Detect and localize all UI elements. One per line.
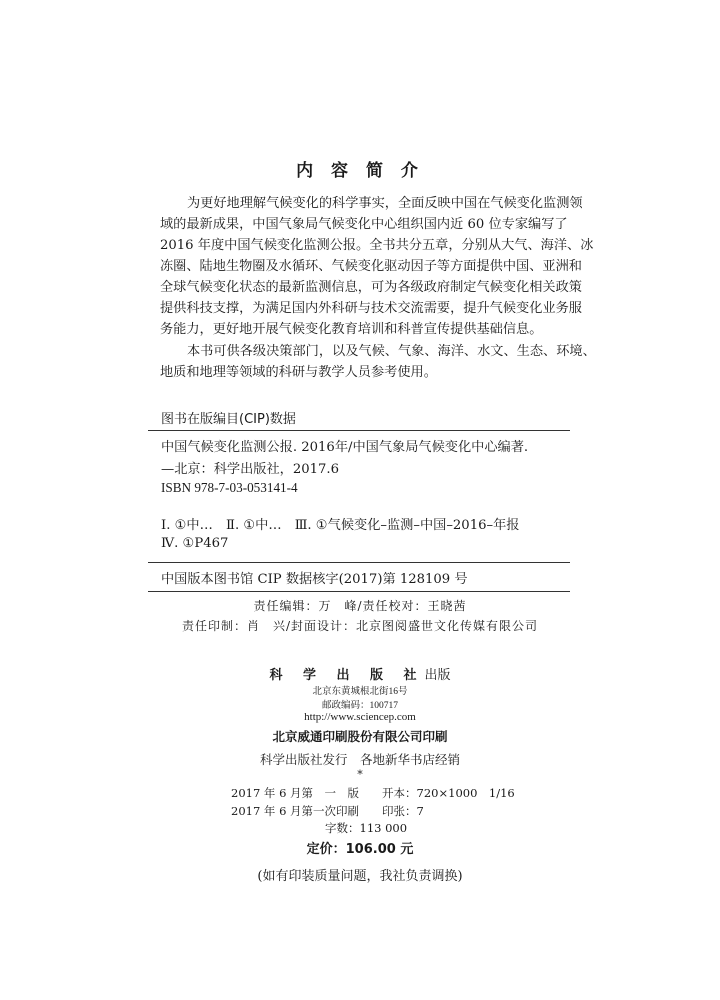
intro-line: 提供科技支撑，为满足国内外科研与技术交流需要，提升气候变化业务服 bbox=[160, 301, 582, 316]
star-separator: * bbox=[357, 768, 363, 781]
cip-title-line: 中国气候变化监测公报. 2016年/中国气象局气候变化中心编著. bbox=[161, 440, 529, 455]
credits-editors: 责任编辑：万 峰/责任校对：王晓茜 bbox=[253, 599, 467, 613]
intro-paragraph-1 bbox=[160, 193, 594, 340]
intro-line: 地质和地理等领域的科研与教学人员参考使用。 bbox=[160, 365, 437, 380]
distribution-line: 科学出版社发行 各地新华书店经销 bbox=[259, 752, 460, 767]
edition-line: 2017 年 6 月第 一 版 开本：720×1000 1/16 bbox=[231, 786, 515, 800]
cip-top-rule bbox=[148, 430, 570, 431]
publisher-postcode: 邮政编码：100717 bbox=[321, 701, 398, 711]
intro-line: 全球气候变化状态的最新监测信息，可为各级政府制定气候变化相关政策 bbox=[160, 280, 582, 295]
cip-isbn: ISBN 978-7-03-053141-4 bbox=[161, 480, 298, 495]
price: 定价：106.00 元 bbox=[306, 842, 414, 857]
publisher-url: http://www.sciencep.com bbox=[304, 711, 416, 723]
quality-note: (如有印装质量问题，我社负责调换) bbox=[257, 869, 463, 884]
intro-line: 冻圈、陆地生物圈及水循环、气候变化驱动因子等方面提供中国、亚洲和 bbox=[160, 259, 582, 274]
intro-line: 务能力，更好地开展气候变化教育培训和科普宣传提供基础信息。 bbox=[160, 322, 543, 337]
cip-bottom-rule bbox=[148, 591, 570, 592]
cip-publisher-line: —北京：科学出版社，2017.6 bbox=[161, 462, 340, 477]
intro-line: 域的最新成果，中国气象局气候变化中心组织国内近 60 位专家编写了 bbox=[160, 217, 568, 232]
publisher-address: 北京东黄城根北街16号 bbox=[312, 687, 408, 697]
credits-production: 责任印制：肖 兴/封面设计：北京图阅盛世文化传媒有限公司 bbox=[181, 619, 539, 633]
intro-line: 2016 年度中国气候变化监测公报。全书共分五章，分别从大气、海洋、冰 bbox=[160, 238, 594, 253]
intro-paragraph-2 bbox=[160, 341, 596, 383]
publisher-suffix: 出版 bbox=[424, 668, 451, 683]
publisher-line bbox=[0, 664, 720, 683]
page-title: 内 容 简 介 bbox=[296, 161, 424, 181]
intro-line: 本书可供各级决策部门，以及气候、气象、海洋、水文、生态、环境、 bbox=[187, 344, 596, 359]
cip-heading: 图书在版编目(CIP)数据 bbox=[161, 412, 296, 427]
cip-mid-rule bbox=[148, 562, 570, 563]
cip-classification-2: Ⅳ. ①P467 bbox=[161, 536, 229, 551]
word-count: 字数：113 000 bbox=[325, 821, 408, 835]
intro-line: 为更好地理解气候变化的科学事实，全面反映中国在气候变化监测领 bbox=[187, 196, 583, 211]
publisher-name: 科 学 出 版 社 bbox=[269, 668, 425, 683]
printing-line: 2017 年 6 月第一次印刷 印张：7 bbox=[231, 804, 424, 818]
printer-line: 北京威通印刷股份有限公司印刷 bbox=[272, 729, 448, 744]
cip-record-number: 中国版本图书馆 CIP 数据核字(2017)第 128109 号 bbox=[161, 572, 468, 587]
cip-classification-1: Ⅰ. ①中… Ⅱ. ①中… Ⅲ. ①气候变化–监测–中国–2016–年报 bbox=[161, 518, 520, 533]
